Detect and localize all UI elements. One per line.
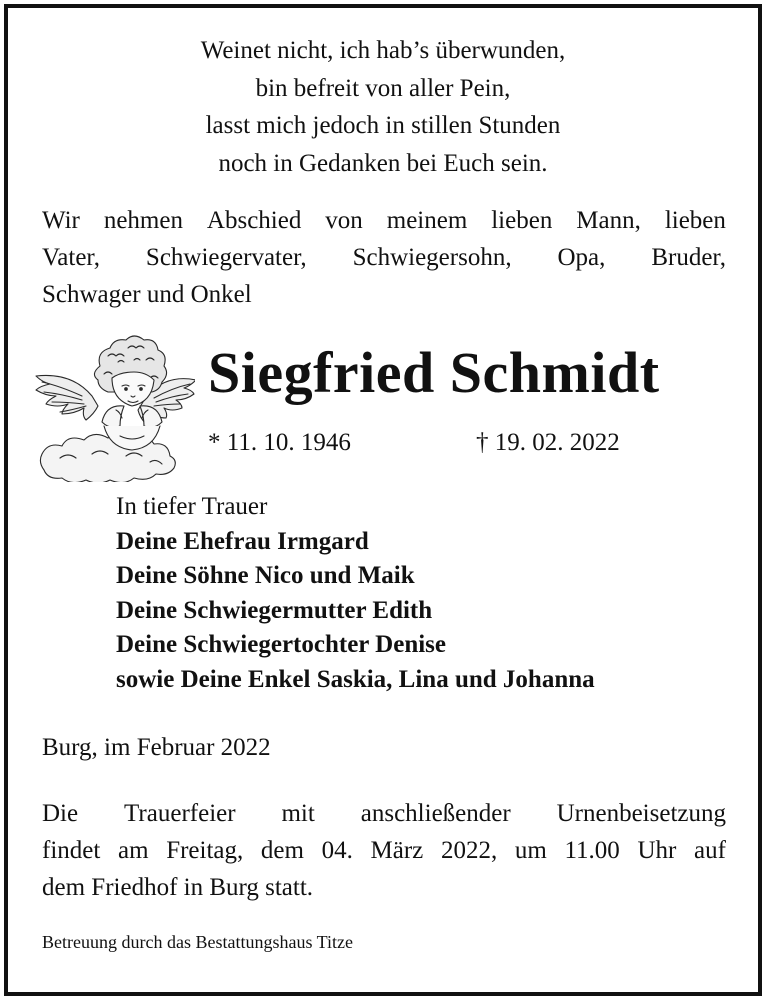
word: meinem [386,207,468,234]
funeral-line-2 [42,832,726,869]
word: von [325,207,363,234]
funeral-line-1 [42,795,726,832]
mourners-list [116,490,595,697]
word: Abschied [206,207,302,234]
poem-line: Weinet nicht, ich hab’s überwunden, [200,37,566,64]
word: Mann, [576,207,641,234]
word: 04. [321,837,353,864]
poem-line: noch in Gedanken bei Euch sein. [218,149,548,177]
cherub-angel-icon [30,326,195,482]
word: 11.00 [564,837,620,864]
poem-line: lasst mich jedoch in stillen Stunden [205,112,561,139]
word: mit [281,800,315,827]
word: Wir [42,207,80,234]
mourners-intro: In tiefer Trauer [116,493,268,520]
word: 2022, [440,837,498,864]
word: nehmen [103,207,183,234]
funeral-info [42,795,726,906]
word: am [117,837,149,864]
word: Schwiegersohn, [352,244,512,271]
word: findet [42,837,101,864]
word: Vater, [42,244,100,271]
birth-date: * 11. 10. 1946 [208,429,351,456]
word: anschließender [360,800,511,827]
mourner: Deine Söhne Nico und Maik [116,562,415,589]
place-date: Burg, im Februar 2022 [42,734,271,761]
word: März [370,837,424,864]
word: Opa, [557,244,606,271]
funeral-home-credit: Betreuung durch das Bestattungshaus Titze [42,932,353,952]
mourner: Deine Schwiegertochter Denise [116,631,447,658]
farewell-line-2 [42,239,726,276]
word: Schwiegervater, [145,244,307,271]
word: um [514,837,547,864]
poem-line: bin befreit von aller Pein, [255,74,511,102]
word: dem [260,837,304,864]
word: Trauerfeier [124,800,236,827]
deceased-name: Siegfried Schmidt [208,340,660,405]
mourner: Deine Schwiegermutter Edith [116,596,433,624]
word: Uhr [637,837,677,864]
word: Bruder, [651,244,726,271]
funeral-line-3: dem Friedhof in Burg statt. [42,874,314,901]
word: auf [693,837,726,864]
word: Freitag, [166,837,244,864]
word: Urnenbeisetzung [556,800,726,827]
word: lieben [664,207,726,234]
poem [0,32,766,182]
mourner: Deine Ehefrau Irmgard [116,527,369,555]
farewell-line-1 [42,202,726,239]
word: lieben [491,207,553,234]
death-date: † 19. 02. 2022 [476,429,620,456]
farewell-line-3: Schwager und Onkel [42,281,252,308]
farewell-text [42,202,726,313]
word: Die [42,800,79,827]
mourner: sowie Deine Enkel Saskia, Lina und Johanna [116,665,595,693]
